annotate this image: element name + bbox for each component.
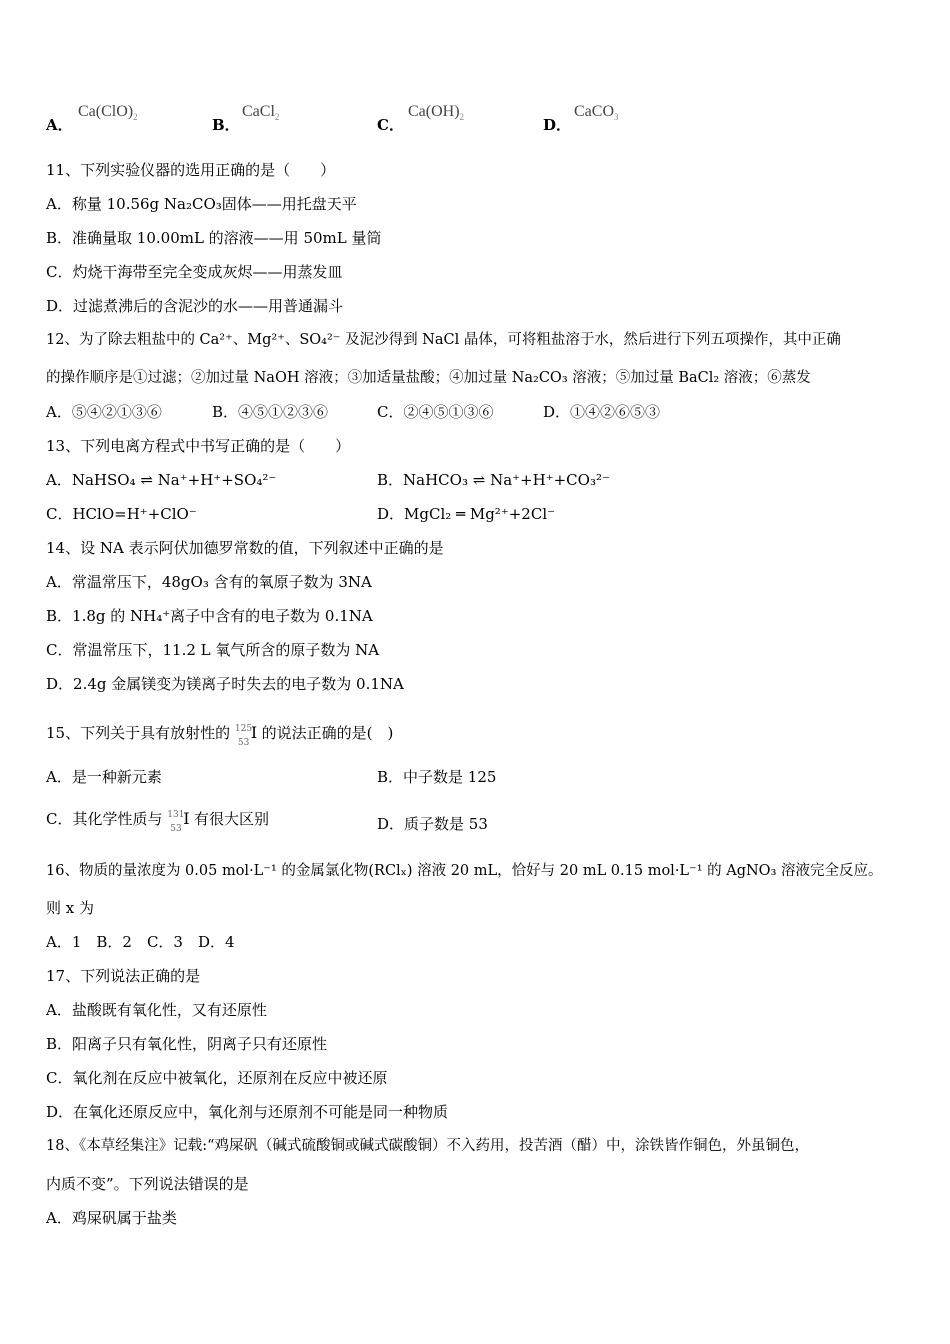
q13-option-b: B．NaHCO₃ ⇌ Na⁺+H⁺+CO₃²⁻ <box>377 471 610 489</box>
q17-option-a: A．盐酸既有氧化性，又有还原性 <box>46 1001 267 1019</box>
q10-option-b-formula: CaCl$_2$ <box>242 103 280 123</box>
q11-option-d: D．过滤煮沸后的含泥沙的水——用普通漏斗 <box>46 297 344 315</box>
q14-option-d: D．2.4g 金属镁变为镁离子时失去的电子数为 0.1NA <box>46 675 404 693</box>
q16-options: A．1 B．2 C．3 D．4 <box>46 933 235 951</box>
q11-stem: 11、下列实验仪器的选用正确的是（ ） <box>46 161 336 179</box>
q14-option-b: B．1.8g 的 NH₄⁺离子中含有的电子数为 0.1NA <box>46 607 373 625</box>
q12-stem-line1: 12、为了除去粗盐中的 Ca²⁺、Mg²⁺、SO₄²⁻ 及泥沙得到 NaCl 晶体，可将粗盐溶于水，然后进行下列五项操作，其中正确 <box>46 332 841 348</box>
q12-option-b: B．④⑤①②③⑥ <box>212 403 329 421</box>
q17-stem: 17、下列说法正确的是 <box>46 967 201 985</box>
q15-stem-post: 的说法正确的是( ) <box>261 724 394 742</box>
q15-option-b: B．中子数是 125 <box>377 768 497 786</box>
q15-option-c-post: 有很大区别 <box>194 810 270 828</box>
nuclide-i125 <box>234 714 258 748</box>
q11-option-c: C．灼烧干海带至完全变成灰烬——用蒸发皿 <box>46 263 343 281</box>
q13-option-d: D．MgCl₂ ═ Mg²⁺+2Cl⁻ <box>377 505 556 523</box>
nuclide-atomic-number: 53 <box>237 738 250 748</box>
nuclide-symbol: I <box>183 809 190 828</box>
nuclide-atomic-number: 53 <box>170 824 182 834</box>
q13-option-a: A．NaHSO₄ ⇌ Na⁺+H⁺+SO₄²⁻ <box>46 471 277 489</box>
q18-option-a: A．鸡屎矾属于盐类 <box>46 1209 177 1227</box>
q15-option-d: D．质子数是 53 <box>377 815 488 833</box>
q13-option-c: C．HClO=H⁺+ClO⁻ <box>46 505 197 523</box>
q17-option-d: D．在氧化还原反应中，氧化剂与还原剂不可能是同一种物质 <box>46 1103 449 1121</box>
q17-option-b: B．阳离子只有氧化性，阴离子只有还原性 <box>46 1035 328 1053</box>
q15-option-a: A．是一种新元素 <box>46 768 162 786</box>
q16-stem-line2: 则 x 为 <box>46 899 94 917</box>
q10-option-d-label: D． <box>543 116 572 134</box>
q10-option-a-label: A． <box>46 116 73 134</box>
nuclide-mass: 131 <box>167 810 185 820</box>
q15-stem-pre: 15、下列关于具有放射性的 <box>46 724 231 742</box>
q11-option-a: A．称量 10.56g Na₂CO₃固体——用托盘天平 <box>46 195 357 213</box>
q10-option-a-formula: $Ca(ClO)_2$ <box>78 103 138 123</box>
q15-stem <box>46 714 393 748</box>
nuclide-symbol: I <box>250 723 258 742</box>
q14-option-c: C．常温常压下，11.2 L 氧气所含的原子数为 NA <box>46 641 380 659</box>
q10-option-c-label: C． <box>377 116 404 134</box>
q16-stem-line1: 16、物质的量浓度为 0.05 mol·L⁻¹ 的金属氯化物(RClₓ) 溶液 20 mL，恰好与 20 mL 0.15 mol·L⁻¹ 的 AgNO₃ 溶液完全反应。 <box>46 863 883 879</box>
q10-option-d-formula: CaCO$_3$ <box>574 103 619 123</box>
q11-option-b: B．准确量取 10.00mL 的溶液——用 50mL 量筒 <box>46 229 382 247</box>
q12-option-c: C．②④⑤①③⑥ <box>377 403 494 421</box>
q14-option-a: A．常温常压下，48gO₃ 含有的氧原子数为 3NA <box>46 573 372 591</box>
q18-stem-line1: 18、《本草经集注》记载:“鸡屎矾（碱式硫酸铜或碱式碳酸铜）不入药用，投苦酒（醋）中，涂铁皆作铜色，外虽铜色， <box>46 1138 809 1154</box>
q12-option-d: D．①④②⑥⑤③ <box>543 403 661 421</box>
nuclide-i131 <box>167 800 190 834</box>
q10-option-c-formula: $Ca(OH)_2$ <box>408 103 465 123</box>
q13-stem: 13、下列电离方程式中书写正确的是（ ） <box>46 437 351 455</box>
q10-option-b-label: B． <box>212 116 240 134</box>
q17-option-c: C．氧化剂在反应中被氧化，还原剂在反应中被还原 <box>46 1069 388 1087</box>
q18-stem-line2: 内质不变”。下列说法错误的是 <box>46 1175 249 1193</box>
q12-option-a: A．⑤④②①③⑥ <box>46 403 162 421</box>
nuclide-mass: 125 <box>234 724 253 734</box>
q15-option-c <box>46 800 269 834</box>
q14-stem: 14、设 NA 表示阿伏加德罗常数的值，下列叙述中正确的是 <box>46 539 444 557</box>
q15-option-c-pre: C．其化学性质与 <box>46 810 163 828</box>
q12-stem-line2: 的操作顺序是①过滤；②加过量 NaOH 溶液；③加适量盐酸；④加过量 Na₂CO₃ 溶液；⑤加过量 BaCl₂ 溶液；⑥蒸发 <box>46 370 811 386</box>
